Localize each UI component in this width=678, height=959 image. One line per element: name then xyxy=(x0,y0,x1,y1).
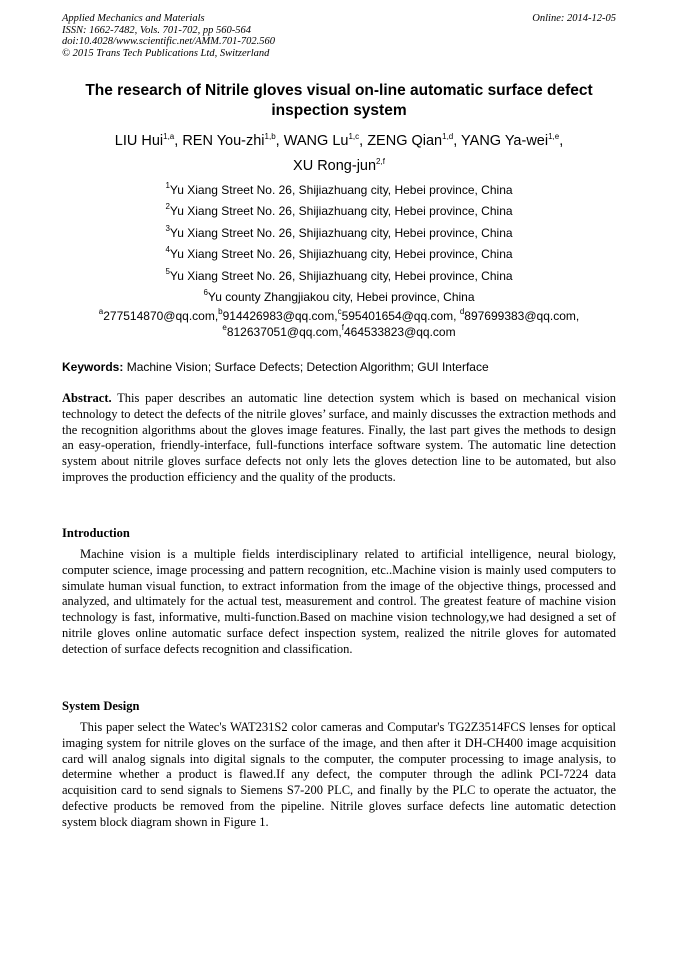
abstract-label: Abstract. xyxy=(62,391,112,405)
affiliation-superscript: 1 xyxy=(165,181,170,190)
affiliation-superscript: 4 xyxy=(165,245,170,255)
affiliation xyxy=(62,201,616,222)
author-superscript: 1,d xyxy=(442,132,454,141)
system-design-paragraph: This paper select the Watec's WAT231S2 color cameras and Computar's TG2Z3514FCS lenses for optical imaging system for nitrile gloves on the surface of the image, and then after it DH-CH400 image acquisition card will analog signals into digital signals to the computer, the computer processing to image analysis, to determine whether a product is flawed.If any defect, the computer through the adlink PCI-7224 data acquisition card to send signals to Siemens S7-200 PLC, and finally by the PLC to operate the actuator, the defective products be removed from the pipeline. Nitrile gloves surface defects line automatic detection system block diagram shown in Figure 1. xyxy=(62,720,616,829)
journal-name: Applied Mechanics and Materials xyxy=(62,13,205,24)
email-marker: d xyxy=(459,307,465,316)
online-date: Online: 2014-12-05 xyxy=(532,13,616,24)
affiliation-superscript: 6 xyxy=(203,288,208,298)
email-marker: b xyxy=(218,307,223,316)
affiliation xyxy=(62,266,616,287)
introduction-heading: Introduction xyxy=(62,526,130,540)
author-name: LIU Hui xyxy=(114,133,164,149)
author-superscript: 1,e xyxy=(548,132,560,141)
paper-title: The research of Nitrile gloves visual on-line automatic surface defect inspection system xyxy=(85,82,593,119)
author-separator: , xyxy=(453,133,462,149)
author-superscript: 1,b xyxy=(264,132,276,141)
keywords-label: Keywords: xyxy=(62,360,124,374)
author-separator: , xyxy=(359,133,368,149)
email-marker: c xyxy=(337,307,342,316)
affiliation-text: Yu county Zhangjiakou city, Hebei province, China xyxy=(207,290,475,305)
affiliation xyxy=(62,287,616,308)
author-name: ZENG Qian xyxy=(367,133,443,149)
affiliation-text: Yu Xiang Street No. 26, Shijiazhuang city, Hebei province, China xyxy=(169,183,513,197)
email-marker: a xyxy=(98,307,104,316)
email-address: 897699383@qq.com, xyxy=(464,309,580,323)
affiliation-text: Yu Xiang Street No. 26, Shijiazhuang city, Hebei province, China xyxy=(169,225,513,240)
email-marker: f xyxy=(341,322,344,332)
author-name: WANG Lu xyxy=(283,133,349,149)
author-name: XU Rong-jun xyxy=(293,158,377,174)
abstract-paragraph xyxy=(62,391,616,486)
journal-header xyxy=(62,13,275,59)
affiliation-superscript: 2 xyxy=(165,202,170,212)
author-list xyxy=(62,129,616,179)
affiliation-superscript: 5 xyxy=(165,266,170,276)
abstract-text: This paper describes an automatic line detection system which is based on mechanical vision technology to detect the defects of the nitrile gloves’ surface, and mainly discusses the extraction methods and the recognition algorithms about the gloves image features. Finally, the last part gives the methods to design an easy-operation, friendly-interface, full-functions interface software system. The automatic line detection system about nitrile gloves surface defects not only lets the gloves detection line to be automated, but also improves the production efficiency and the quality of the products. xyxy=(62,391,616,484)
email-list xyxy=(62,309,616,340)
author-separator: , xyxy=(174,133,183,149)
email-address: 595401654@qq.com, xyxy=(341,309,460,323)
keywords-text: Machine Vision; Surface Defects; Detection Algorithm; GUI Interface xyxy=(123,360,489,374)
author-separator: , xyxy=(559,133,564,149)
author-name: YANG Ya-wei xyxy=(461,133,549,149)
affiliation xyxy=(62,180,616,201)
system-design-heading: System Design xyxy=(62,699,140,713)
author-separator: , xyxy=(275,133,284,149)
affiliation xyxy=(62,244,616,265)
introduction-paragraph: Machine vision is a multiple fields interdisciplinary related to artificial intelligence, neural biology, computer science, image processing and pattern recognition, etc..Machine vision is mainly used computers to simulate human visual function, to extract information from the image of the objective things, processed and analyzed, and ultimately for the actual test, measurement and control. The greatest feature of machine vision technology is fast, informative, multi-function.Based on machine vision technology,we had designed a set of nitrile gloves online automatic surface defect inspection system, realized the nitrile gloves for automated detection of surface defects recognition and classification. xyxy=(62,547,616,656)
affiliation-text: Yu Xiang Street No. 26, Shijiazhuang city, Hebei province, China xyxy=(169,268,513,283)
affiliation-text: Yu Xiang Street No. 26, Shijiazhuang city, Hebei province, China xyxy=(169,204,513,219)
email-address: 277514870@qq.com, xyxy=(103,309,219,323)
affiliation xyxy=(62,223,616,244)
affiliation-superscript: 3 xyxy=(165,223,170,233)
doi-line: doi:10.4028/www.scientific.net/AMM.701-702.560 xyxy=(62,36,275,47)
author-name: REN You-zhi xyxy=(182,133,265,149)
email-marker: e xyxy=(222,322,227,332)
email-address: 464533823@qq.com xyxy=(344,324,456,339)
author-superscript: 2,f xyxy=(376,157,385,166)
issn-line: ISSN: 1662-7482, Vols. 701-702, pp 560-564 xyxy=(62,24,251,36)
author-superscript: 1,a xyxy=(163,132,175,141)
copyright-line: © 2015 Trans Tech Publications Ltd, Switzerland xyxy=(62,47,270,59)
author-superscript: 1,c xyxy=(348,132,360,141)
affiliation-text: Yu Xiang Street No. 26, Shijiazhuang city, Hebei province, China xyxy=(169,247,513,262)
keywords-line xyxy=(62,360,616,375)
affiliation-list xyxy=(62,180,616,308)
email-address: 914426983@qq.com, xyxy=(222,309,338,323)
email-address: 812637051@qq.com, xyxy=(226,324,342,339)
